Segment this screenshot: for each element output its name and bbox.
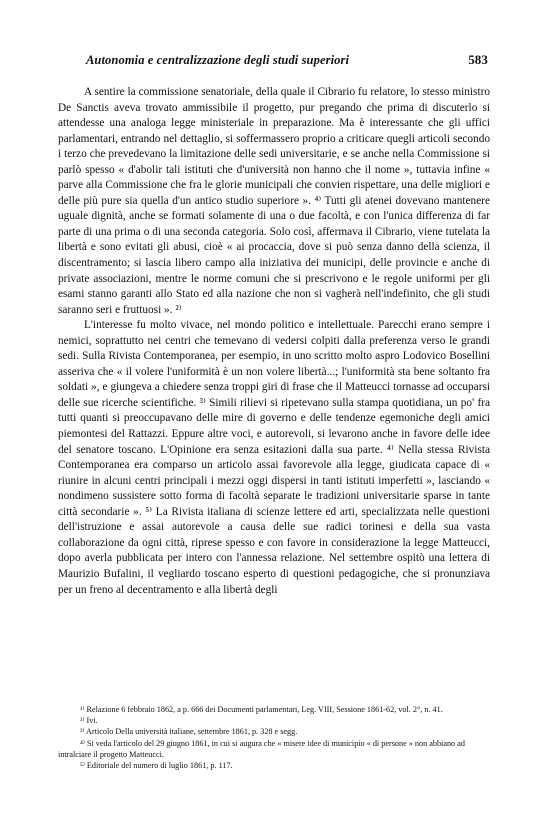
paragraph-2: L'interesse fu molto vivace, nel mondo politico e intellettuale. Parecchi erano sempre i nemici, soprattutto nei centri che temevano di vedersi colpiti dalla preferenza verso le grandi sedi. Sulla Rivista Contemporanea, per esempio, in uno scritto molto aspro Lodovico Bosellini asseriva che « il volere l'uniformità è un non volere libertà...; l'uniformità sta bene soltanto fra soldati », e giungeva a chiedere senza troppi giri di frase che il Matteucci tornasse ad occuparsi delle sue ricerche scientifiche. ³⁾ Simili rilievi si ripetevano sulla stampa quotidiana, un po' fra tutti quanti si preoccupavano delle mire di governo e delle tendenze egemoniche degli amici piemontesi del Rattazzi. Eppure altre voci, e autorevoli, si levarono anche in favore delle idee del senatore toscano. L'Opinione era senza esitazioni dalla sua parte. ⁴⁾ Nella stessa Rivista Contemporanea era comparso un articolo assai favorevole alla legge, giudicata capace di « riunire in alcuni centri principali i mezzi oggi dispersi in tanti istituti imperfetti », lasciando « nondimeno sussistere sotto forma di facoltà separate le tradizioni universitarie sparse in tante città secondarie ». ⁵⁾ La Rivista italiana di scienze lettere ed arti, specializzata nelle questioni dell'istruzione e assai autorevole a causa delle sue radici torinesi e della sua vasta collaborazione da ogni città, riprese spesso e con favore in considerazione la legge Matteucci, dopo averla pubblicata per intero con l'annessa relazione. Nel settembre ospitò una lettera di Maurizio Bufalini, il vegliardo toscano esperto di questioni pedagogiche, che si pronunziava per un freno al decentramento e alla libertà degli [58, 319, 490, 596]
page-number: 583 [468, 52, 488, 67]
running-title: Autonomia e centralizzazione degli studi superiori [86, 53, 350, 67]
body-text [58, 85, 490, 598]
footnote-3: ³⁾ Articolo Della università italiane, settembre 1861, p. 328 e segg. [80, 727, 298, 737]
paragraph-1: A sentire la commissione senatoriale, della quale il Cibrario fu relatore, lo stesso ministro De Sanctis aveva trovato ammissibile il progetto, pur pregando che prima di discuterlo si attendesse una analoga legge ministeriale in preparazione. Ma è interessante che gli uffici parlamentari, entrando nel dettaglio, si soffermassero proprio a criticare quegli articoli secondo i terzo che prevedevano la limitazione delle sedi universitarie, e se anche nella Commissione si parlò spesso « d'abolir tali istituti che d'università non hanno che il nome », tuttavia infine « parve alla Commissione che fra le glorie municipali che convien rispettare, una delle migliori e delle più pure sia quella d'un antico studio superiore ». ⁴⁾ Tutti gli atenei dovevano mantenere uguale dignità, anche se formati solamente di una o due facoltà, e con l'unica differenza di far parte di una prima o di una seconda categoria. Solo così, affermava il Cibrario, viene tutelata la libertà e sono evitati gli abusi, cioè « ai procaccia, dove si può senza danno della scienza, il discentramento; si lascia libero campo alla iniziativa dei municipi, delle provincie e anche di private associazioni, mentre le norme comuni che si prescrivono e le regole uniformi per gli esami stanno garanti allo Stato ed alla nazione che non si vagherà nell'indefinito, che gli studi saranno seri e fruttuosi ». ²⁾ [58, 86, 490, 316]
running-header [86, 52, 488, 68]
footnotes [58, 704, 490, 771]
footnote-5: ⁵⁾ Editoriale del numero di luglio 1861, p. 117. [80, 761, 233, 771]
footnote-1: ¹⁾ Relazione 6 febbraio 1862, a p. 666 dei Documenti parlamentari, Leg. VIII, Sessione 1861-62, vol. 2°, n. 41. [80, 705, 443, 714]
footnote-2: ²⁾ Ivi. [80, 716, 98, 726]
footnote-4: ⁴⁾ Si veda l'articolo del 29 giugno 1861, in cui si augura che « misere idee di municipio « di persone » non abbiano ad intralciare il progetto Matteucci. [58, 738, 465, 759]
